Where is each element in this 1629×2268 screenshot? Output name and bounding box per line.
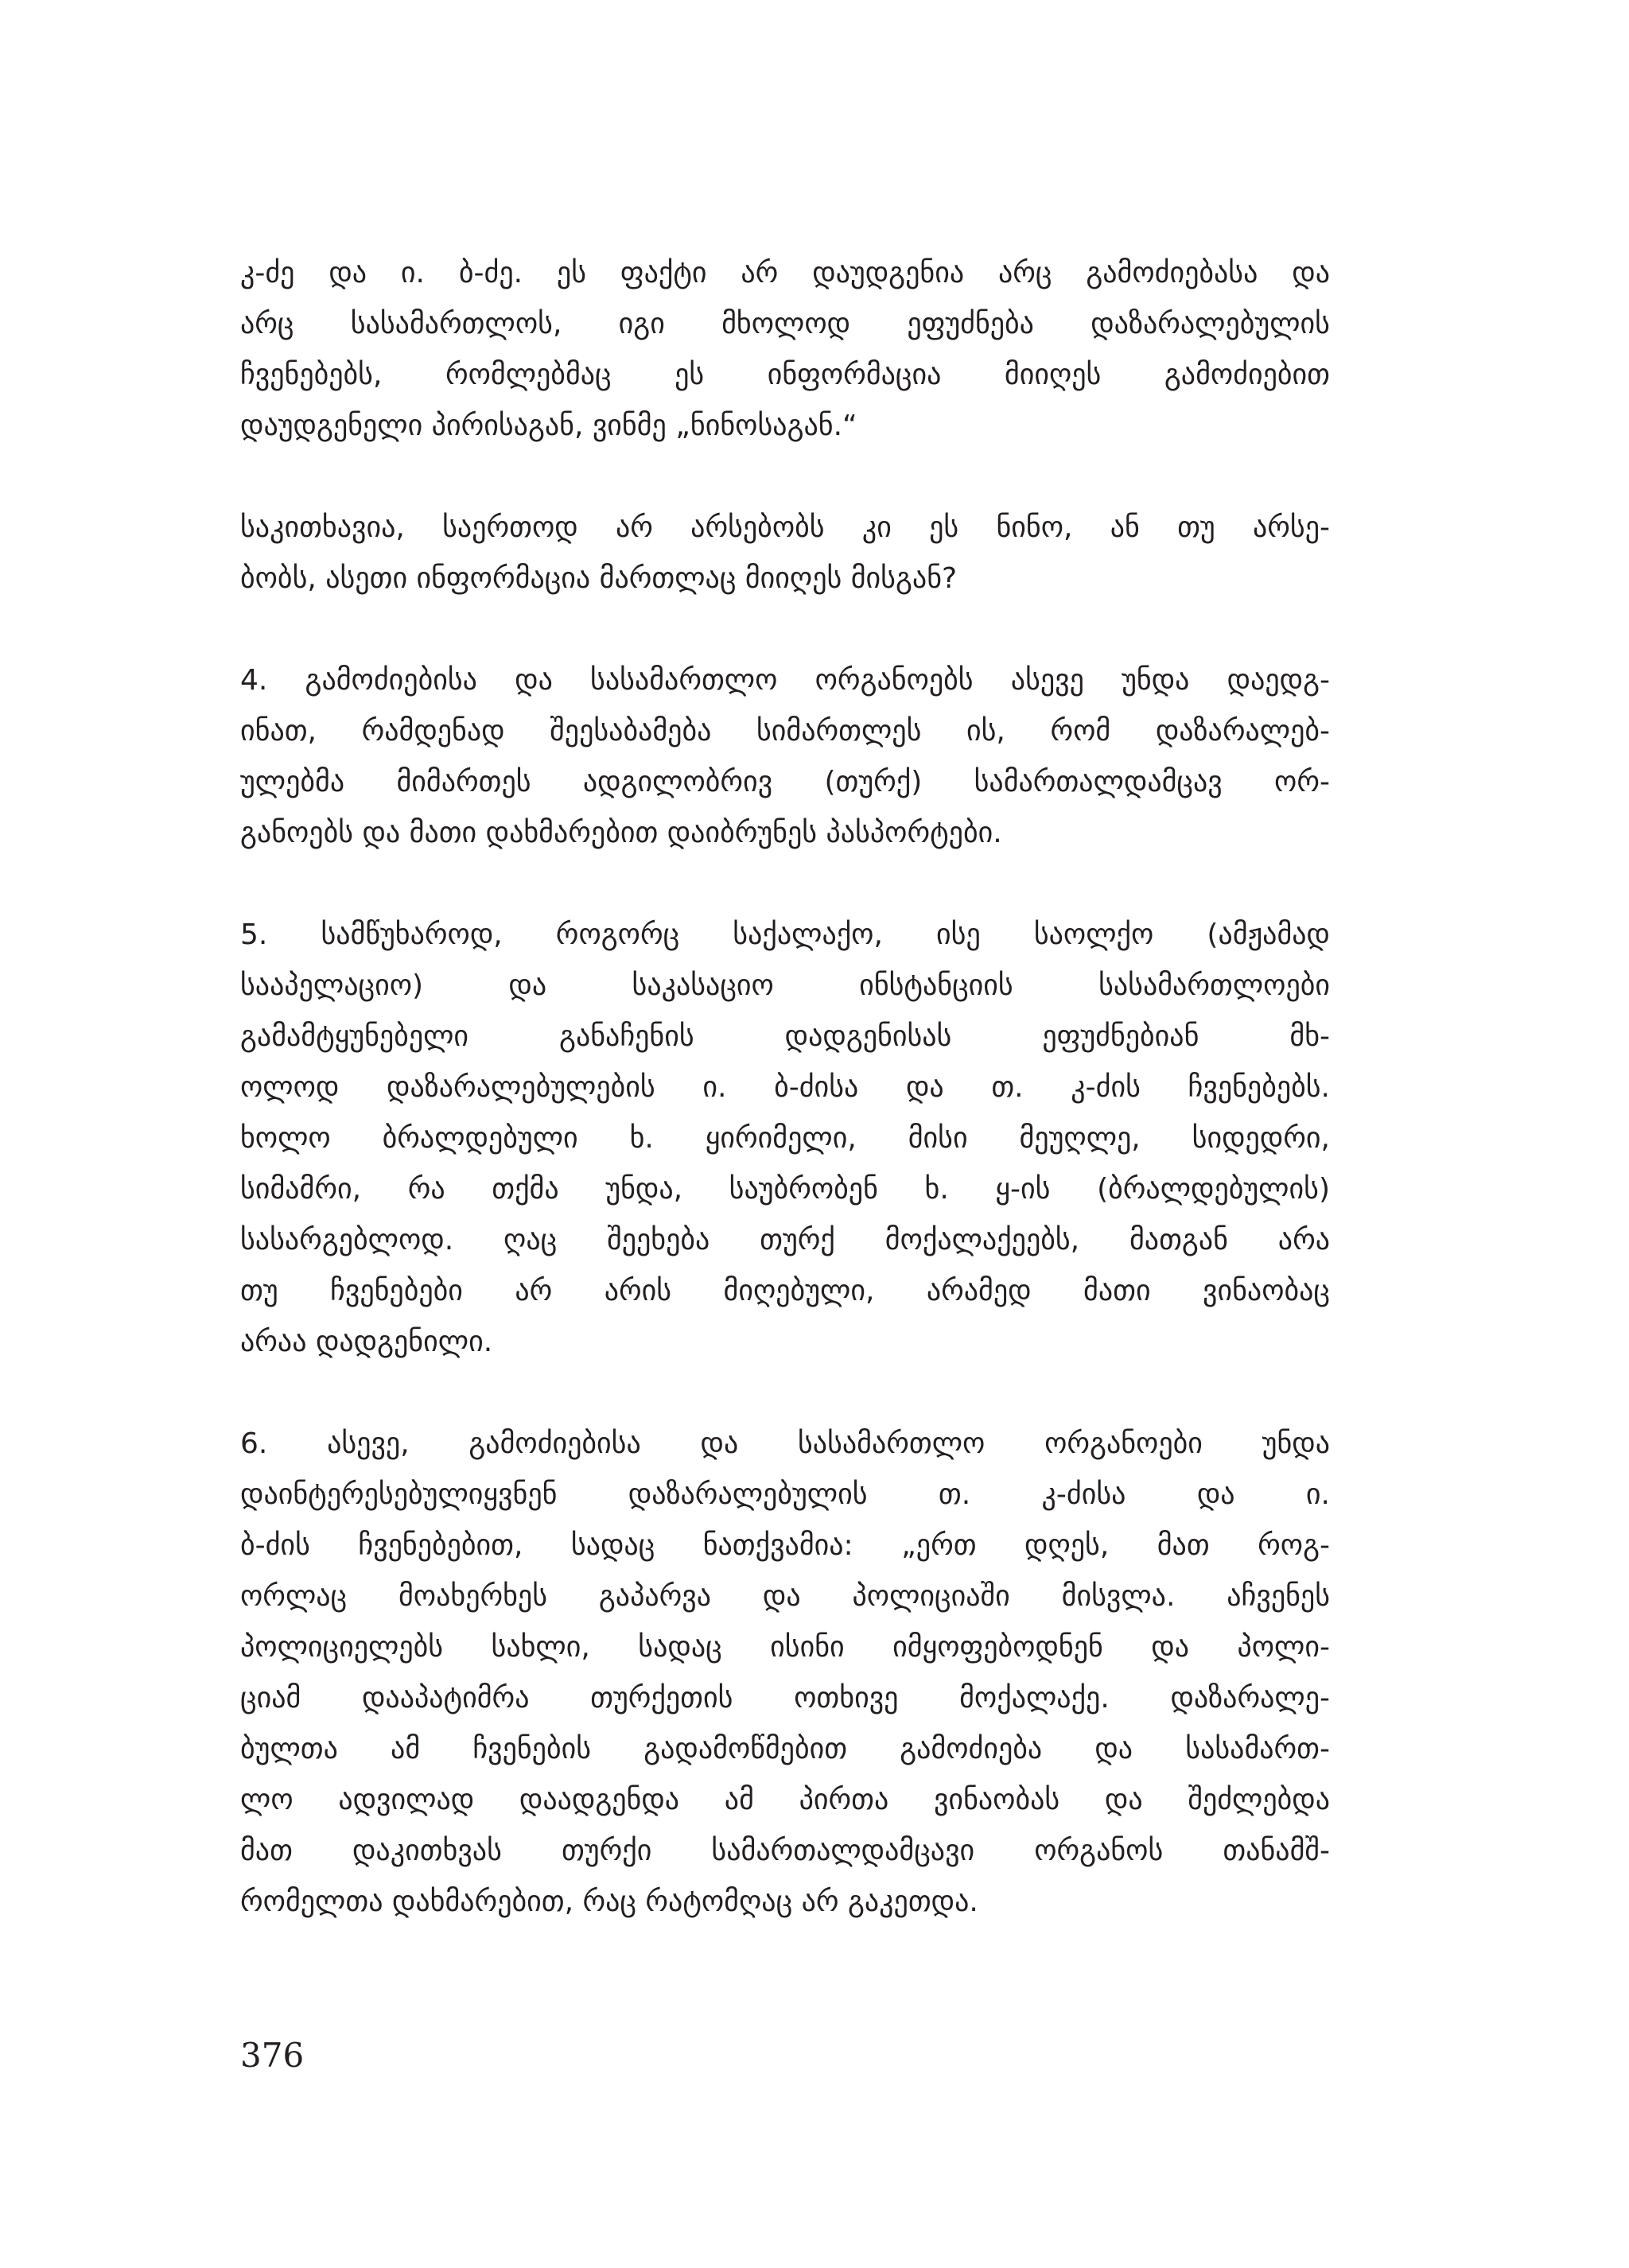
paragraph bbox=[240, 910, 1330, 1368]
text-line: არც სასამართლოს, იგი მხოლოდ ეფუძნება დაზარალებულის bbox=[240, 308, 1330, 340]
text-line: გამამტყუნებელი განაჩენის დადგენისას ეფუძნებიან მხ- bbox=[240, 1020, 1330, 1053]
text-line: ციამ დააპატიმრა თურქეთის ოთხივე მოქალაქე. დაზარალე- bbox=[240, 1682, 1330, 1715]
text-line: ულებმა მიმართეს ადგილობრივ (თურქ) სამართალდამცავ ორ- bbox=[240, 766, 1330, 798]
text-line: ჩვენებებს, რომლებმაც ეს ინფორმაცია მიიღეს გამოძიებით bbox=[240, 359, 1330, 391]
text-line: თუ ჩვენებები არ არის მიღებული, არამედ მათი ვინაობაც bbox=[240, 1275, 1330, 1307]
text-line: 6. ასევე, გამოძიებისა და სასამართლო ორგანოები უნდა bbox=[240, 1427, 1330, 1460]
text-line: ოლოდ დაზარალებულების ი. ბ-ძისა და თ. კ-ძის ჩვენებებს. bbox=[240, 1071, 1330, 1104]
text-line: ლო ადვილად დაადგენდა ამ პირთა ვინაობას და შეძლებდა bbox=[240, 1784, 1330, 1816]
text-line: სასარგებლოდ. ღაც შეეხება თურქ მოქალაქეებს, მათგან არა bbox=[240, 1224, 1330, 1256]
text-line: სიმამრი, რა თქმა უნდა, საუბრობენ ხ. ყ-ის (ბრალდებულის) bbox=[240, 1173, 1330, 1206]
page-number: 376 bbox=[240, 2036, 305, 2075]
text-line: რომელთა დახმარებით, რაც რატომღაც არ გაკეთდა. bbox=[240, 1885, 978, 1918]
text-line: 5. სამწუხაროდ, როგორც საქალაქო, ისე საოლქო (ამჟამად bbox=[240, 918, 1330, 951]
text-line: დაინტერესებულიყვნენ დაზარალებულის თ. კ-ძისა და ი. bbox=[240, 1478, 1330, 1511]
body-text bbox=[240, 248, 1330, 1979]
text-line: ბ-ძის ჩვენებებით, სადაც ნათქვამია: „ერთ დღეს, მათ როგ- bbox=[240, 1529, 1330, 1562]
text-line: პოლიციელებს სახლი, სადაც ისინი იმყოფებოდნენ და პოლი- bbox=[240, 1631, 1330, 1664]
paragraph bbox=[240, 1419, 1330, 1928]
text-line: 4. გამოძიებისა და სასამართლო ორგანოებს ასევე უნდა დაედგ- bbox=[240, 664, 1330, 697]
text-line: კ-ძე და ი. ბ-ძე. ეს ფაქტი არ დაუდგენია არც გამოძიებასა და bbox=[240, 257, 1330, 289]
text-line: ბულთა ამ ჩვენების გადამოწმებით გამოძიება და სასამართ- bbox=[240, 1733, 1330, 1765]
text-line: არაა დადგენილი. bbox=[240, 1326, 493, 1358]
text-line: ხოლო ბრალდებული ხ. ყირიმელი, მისი მეუღლე, სიდედრი, bbox=[240, 1122, 1330, 1155]
text-line: სააპელაციო) და საკასაციო ინსტანციის სასამართლოები bbox=[240, 969, 1330, 1002]
text-line: ბობს, ასეთი ინფორმაცია მართლაც მიიღეს მისგან? bbox=[240, 562, 958, 595]
text-line: ორლაც მოახერხეს გაპარვა და პოლიციაში მისვლა. აჩვენეს bbox=[240, 1580, 1330, 1613]
text-line: საკითხავია, საერთოდ არ არსებობს კი ეს ნინო, ან თუ არსე- bbox=[240, 511, 1330, 544]
text-line: ინათ, რამდენად შეესაბამება სიმართლეს ის, რომ დაზარალებ- bbox=[240, 715, 1330, 748]
text-line: მათ დაკითხვას თურქი სამართალდამცავი ორგანოს თანამშ- bbox=[240, 1835, 1330, 1867]
paragraph bbox=[240, 248, 1330, 452]
text-line: განოებს და მათი დახმარებით დაიბრუნეს პასპორტები. bbox=[240, 817, 1002, 849]
text-line: დაუდგენელი პირისაგან, ვინმე „ნინოსაგან.“ bbox=[240, 410, 857, 442]
paragraph bbox=[240, 655, 1330, 859]
paragraph bbox=[240, 503, 1330, 604]
